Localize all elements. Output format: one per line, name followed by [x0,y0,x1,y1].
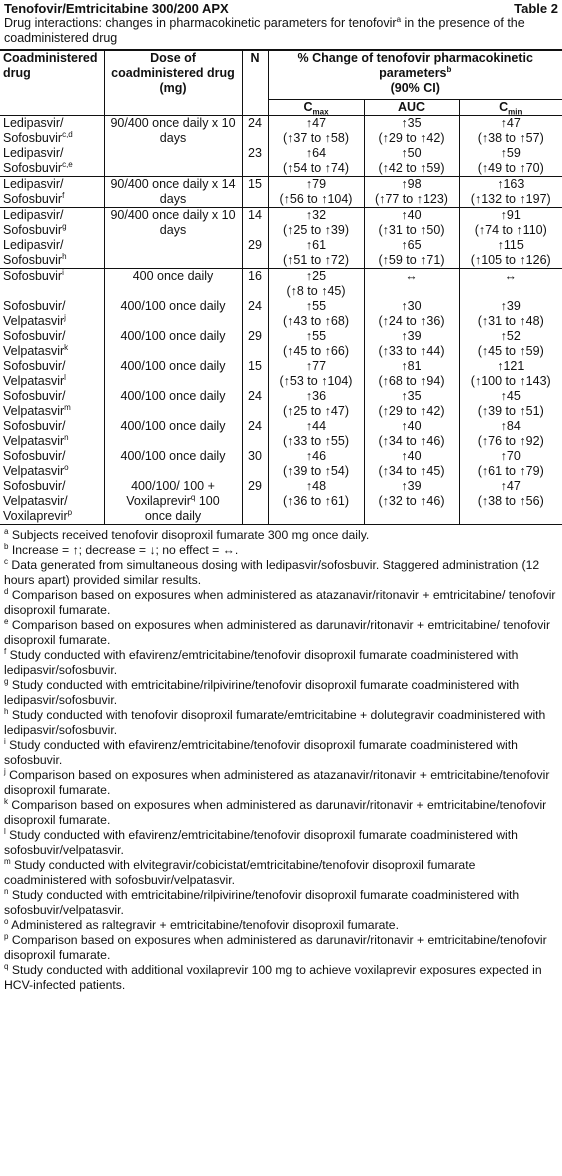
cell-dose: 90/400 once daily x 10 days [104,208,242,239]
cell-n: 29 [242,238,268,269]
cell-drug: Sofosbuvir/ Velpatasvir$^l$ [3,359,66,388]
footnote-mark: a [4,526,9,536]
footnote-mark: n [4,886,9,896]
footnote: $^g$ Study conducted with emtricitabine/rilpivirine/tenofovir disoproxil fumarate coadministered with ledipasvir/sofosbuvir. [4,676,520,707]
cell-cmax: ↑25 (↑8 to ↑45) [268,269,364,300]
cell-auc: ↑40 (↑34 to ↑45) [364,449,459,479]
caption-text: Drug interactions: changes in pharmacokinetic parameters for tenofovir [4,16,397,30]
cell-drug: Sofosbuvir/ Velpatasvir$^n$ [3,419,69,448]
cell-cmax: ↑48 (↑36 to ↑61) [268,479,364,525]
cell-dose: 400/100/ 100 + Voxilaprevir$^q$ 100 once daily [104,479,242,525]
caption-footnote-mark: a [396,14,402,24]
cell-cmax: ↑46 (↑39 to ↑54) [268,449,364,479]
table-row [0,299,562,329]
footnote: $^d$ Comparison based on exposures when administered as atazanavir/ritonavir + emtricitabine/ tenofovir disoproxil fumarate. [4,586,556,617]
footnote: $^p$ Comparison based on exposures when administered as darunavir/ritonavir + emtricitabine/tenofovir disoproxil fumarate. [4,931,547,962]
drug-footnote-mark: f [62,190,65,200]
cell-dose: 400/100 once daily [104,419,242,449]
cell-auc: ↑40 (↑31 to ↑50) [364,208,459,239]
footnote-mark: h [4,706,9,716]
ci-label: (90% CI) [390,81,440,95]
cell-dose [104,146,242,177]
cell-dose: 400/100 once daily [104,389,242,419]
table-row [0,269,562,300]
footnote-mark: l [4,826,6,836]
drug-footnote-mark: n [64,432,69,442]
interaction-table [0,49,562,525]
cell-auc: ↑39 (↑32 to ↑46) [364,479,459,525]
footnote: $^a$ Subjects received tenofovir disoproxil fumarate 300 mg once daily. [4,526,370,542]
cell-n: 15 [242,177,268,208]
cell-n: 24 [242,389,268,419]
cell-dose: 90/400 once daily x 10 days [104,116,242,147]
cell-drug: Sofosbuvir/ Velpatasvir$^o$ [3,449,69,478]
footnote-mark: k [4,796,8,806]
cell-drug: Sofosbuvir/ Velpatasvir/ Voxilaprevir$^p$ [0,479,104,525]
cell-auc: ↑39 (↑33 to ↑44) [364,329,459,359]
footnote: $^l$ Study conducted with efavirenz/emtricitabine/tenofovir disoproxil fumarate coadministered with sofosbuvir/velpatasvir. [4,826,518,857]
cell-n: 29 [242,479,268,525]
cell-auc: ↑50 (↑42 to ↑59) [364,146,459,177]
cmin-subscript: min [508,107,523,117]
footnote-mark: j [4,766,6,776]
cell-auc: ↑35 (↑29 to ↑42) [364,389,459,419]
drug-footnote-mark: j [64,312,66,322]
table-row [0,389,562,419]
cell-dose: 400 once daily [104,269,242,300]
cell-cmin: ↑59 (↑49 to ↑70) [459,146,562,177]
drug-footnote-mark: g [62,221,67,231]
drug-footnote-mark: i [62,267,64,277]
cell-cmax: ↑36 (↑25 to ↑47) [268,389,364,419]
drug-footnote-mark: c,d [62,129,73,139]
cell-drug: Ledipasvir/ Sofosbuvir$^{c,d}$ [0,116,104,147]
table-row [0,238,562,269]
cell-drug: Ledipasvir/ Sofosbuvir$^f$ [0,177,104,208]
table-row [0,146,562,177]
cell-dose: 400/100 once daily [104,329,242,359]
cell-auc: ↑98 (↑77 to ↑123) [364,177,459,208]
table-row [0,479,562,525]
cell-drug: Sofosbuvir$^i$ [0,269,104,300]
table-row [0,116,562,147]
cmax-label: C [303,100,313,114]
cell-drug: Sofosbuvir/ Velpatasvir$^m$ [3,389,71,418]
drug-footnote-mark: h [62,251,67,261]
cell-dose: 400/100 once daily [104,299,242,329]
table-row [0,359,562,389]
cell-cmin: ↑45 (↑39 to ↑51) [459,389,562,419]
cell-cmin: ↑70 (↑61 to ↑79) [459,449,562,479]
document-title: Tenofovir/Emtricitabine 300/200 APX [4,1,229,16]
footnote: $^n$ Study conducted with emtricitabine/rilpivirine/tenofovir disoproxil fumarate coadministered with sofosbuvir/velpatasvir. [4,886,520,917]
cell-auc: ↑35 (↑29 to ↑42) [364,116,459,147]
caption-text-tail: in the presence of the coadministered drug [4,16,525,45]
footnote-mark: p [4,931,9,941]
footnote: $^k$ Comparison based on exposures when administered as darunavir/ritonavir + emtricitabine/tenofovir disoproxil fumarate. [4,796,547,827]
cell-dose: 400/100 once daily [104,359,242,389]
cell-dose: 90/400 once daily x 14 days [104,177,242,208]
footnote-mark: g [4,676,9,686]
cell-n: 24 [242,299,268,329]
cell-n: 16 [242,269,268,300]
cell-drug: Ledipasvir/ Sofosbuvir$^h$ [3,238,67,267]
dose-footnote-mark: q [190,492,196,502]
table-row [0,449,562,479]
cell-cmin: ↑121 (↑100 to ↑143) [459,359,562,389]
footnote-mark: o [4,916,9,926]
column-header-pct-change [268,50,562,100]
pct-change-label: % Change of tenofovir pharmacokinetic parameters [297,51,533,80]
cell-cmax: ↑44 (↑33 to ↑55) [268,419,364,449]
footnote: $^o$ Administered as raltegravir + emtricitabine/tenofovir disoproxil fumarate. [4,916,399,932]
table-row [0,419,562,449]
table-label: Table 2 [514,1,558,16]
footnote-mark: c [4,556,8,566]
footnote-mark: b [4,541,9,551]
cell-cmin: ↑91 (↑74 to ↑110) [459,208,562,239]
footnote-mark: i [4,736,6,746]
table-caption [0,16,562,46]
cell-cmin: ↔ [459,269,562,300]
cell-auc: ↑40 (↑34 to ↑46) [364,419,459,449]
drug-footnote-mark: k [64,342,69,352]
cell-cmin: ↑52 (↑45 to ↑59) [459,329,562,359]
footnote: $^c$ Data generated from simultaneous dosing with ledipasvir/sofosbuvir. Staggered administration (12 hours apart) provided similar results. [4,556,540,587]
footnote: $^e$ Comparison based on exposures when administered as darunavir/ritonavir + emtricitabine/ tenofovir disoproxil fumarate. [4,616,551,647]
cell-n: 29 [242,329,268,359]
cell-n: 30 [242,449,268,479]
cell-auc: ↔ [364,269,459,300]
cell-n: 24 [242,116,268,147]
cell-cmin: ↑115 (↑105 to ↑126) [459,238,562,269]
pct-change-footnote-mark: b [446,64,452,74]
table-row [0,329,562,359]
cell-n: 14 [242,208,268,239]
column-header-auc: AUC [364,100,459,116]
cell-cmin: ↑47 (↑38 to ↑57) [459,116,562,147]
cell-drug: Sofosbuvir/ Velpatasvir$^j$ [3,299,66,328]
footnote: $^m$ Study conducted with elvitegravir/cobicistat/emtricitabine/tenofovir disoproxil fumarate coadministered with sofosbuvir/velpatasvir. [4,856,476,887]
cell-cmax: ↑55 (↑43 to ↑68) [268,299,364,329]
footnote: $^h$ Study conducted with tenofovir disoproxil fumarate/emtricitabine + dolutegravir coadministered with ledipasvir/sofosbuvir. [4,706,546,737]
column-header-dose: Dose of coadministered drug (mg) [104,50,242,116]
cell-auc: ↑81 (↑68 to ↑94) [364,359,459,389]
cell-auc: ↑65 (↑59 to ↑71) [364,238,459,269]
footnote: $^i$ Study conducted with efavirenz/emtricitabine/tenofovir disoproxil fumarate coadministered with sofosbuvir. [4,736,518,767]
cell-drug: Sofosbuvir/ Velpatasvir$^k$ [3,329,69,358]
footnotes [0,525,562,993]
drug-footnote-mark: m [64,402,71,412]
cell-n: 24 [242,419,268,449]
cell-cmin: ↑163 (↑132 to ↑197) [459,177,562,208]
cell-dose: 400/100 once daily [104,449,242,479]
drug-footnote-mark: o [64,462,69,472]
footnote-mark: q [4,961,9,971]
column-header-drug: Coadministered drug [0,50,104,116]
cell-n: 23 [242,146,268,177]
drug-footnote-mark: p [67,507,73,517]
cell-cmax: ↑79 (↑56 to ↑104) [268,177,364,208]
footnote-mark: e [4,616,9,626]
cell-cmax: ↑61 (↑51 to ↑72) [268,238,364,269]
column-header-n: N [242,50,268,116]
drug-footnote-mark: c,e [62,159,73,169]
table-header-bar [0,0,562,16]
cell-cmin: ↑84 (↑76 to ↑92) [459,419,562,449]
cell-drug: Ledipasvir/ Sofosbuvir$^{c,e}$ [3,146,73,175]
footnote-mark: m [4,856,11,866]
cell-cmax: ↑64 (↑54 to ↑74) [268,146,364,177]
cell-n: 15 [242,359,268,389]
table-row [0,208,562,239]
cmin-label: C [499,100,509,114]
cell-auc: ↑30 (↑24 to ↑36) [364,299,459,329]
column-header-cmax [268,100,364,116]
table-row [0,177,562,208]
cell-cmax: ↑55 (↑45 to ↑66) [268,329,364,359]
cell-cmin: ↑39 (↑31 to ↑48) [459,299,562,329]
table-body [0,116,562,525]
footnote: $^j$ Comparison based on exposures when administered as atazanavir/ritonavir + emtricitabine/tenofovir disoproxil fumarate. [4,766,550,797]
cell-drug: Ledipasvir/ Sofosbuvir$^g$ [0,208,104,239]
footnote: $^b$ Increase = ↑; decrease = ↓; no effect = ↔. [4,541,239,557]
cmax-subscript: max [312,107,329,117]
cell-cmax: ↑77 (↑53 to ↑104) [268,359,364,389]
column-header-cmin [459,100,562,116]
footnote-mark: f [4,646,7,656]
cell-dose [104,238,242,269]
cell-cmax: ↑47 (↑37 to ↑58) [268,116,364,147]
footnote-mark: d [4,586,9,596]
footnote: $^q$ Study conducted with additional voxilaprevir 100 mg to achieve voxilaprevir exposures expected in HCV-infected patients. [4,961,542,992]
cell-cmax: ↑32 (↑25 to ↑39) [268,208,364,239]
cell-cmin: ↑47 (↑38 to ↑56) [459,479,562,525]
footnote: $^f$ Study conducted with efavirenz/emtricitabine/tenofovir disoproxil fumarate coadministered with ledipasvir/sofosbuvir. [4,646,519,677]
drug-footnote-mark: l [64,372,66,382]
